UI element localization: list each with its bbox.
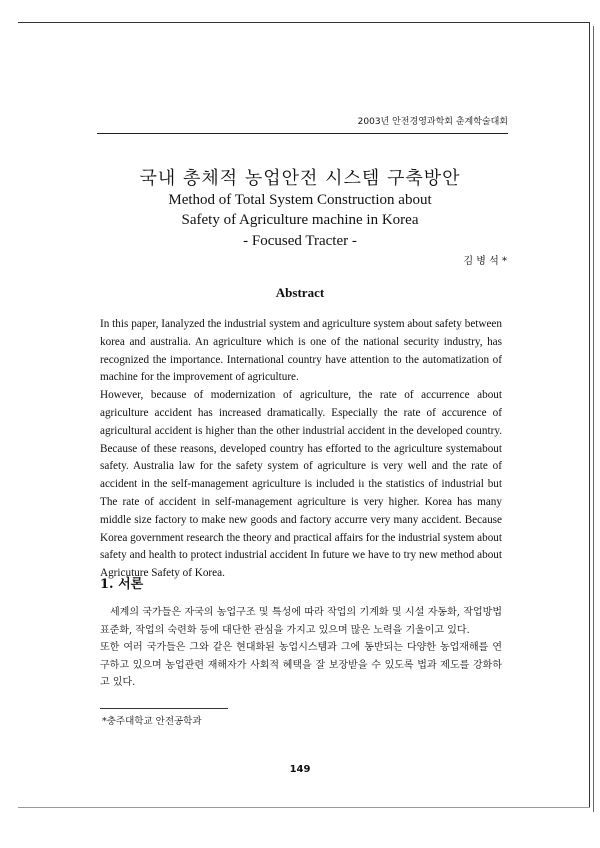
page-border-right-shadow [593,26,594,812]
author-name: 김 병 석 * [463,256,507,267]
section-heading-introduction: 1. 서론 [100,577,144,592]
title-english-line2: Safety of Agriculture machine in Korea [181,212,419,228]
title-english-subtitle: - Focused Tracter - [243,233,357,249]
abstract-heading: Abstract [275,285,325,300]
footnote-affiliation: *충주대학교 안전공학과 [102,716,202,727]
abstract-body [100,316,502,583]
page-border-top [18,22,590,23]
footnote-rule [100,708,228,709]
introduction-body [100,604,502,692]
page-border-bottom [18,807,590,808]
title-english-line1: Method of Total System Construction about [168,192,432,208]
introduction-paragraph-2: 또한 여러 국가들은 그와 같은 현대화된 농업시스템과 그에 동반되는 다양한 농업재해를 연구하고 있으며 농업관련 재해자가 사회적 혜택을 잘 보장받을 수 있도록 법과 제도를 강화하고 있다. [100,642,502,689]
title-korean: 국내 총체적 농업안전 시스템 구축방안 [139,168,461,189]
page-border-right [589,22,590,808]
conference-header: 2003년 안전경영과학회 춘계학술대회 [357,117,508,127]
introduction-paragraph-1: 세계의 국가들은 자국의 농업구조 및 특성에 따라 작업의 기계화 및 시설 자동화, 작업방법표준화, 작업의 숙련화 등에 대단한 관심을 가지고 있으며 많은 노력을 기울이고 있다. [100,607,502,636]
page-number: 149 [289,764,311,775]
header-rule [97,133,508,134]
abstract-paragraph-1: In this paper, Ianalyzed the industrial system and agriculture system about safety between korea and australia. An agriculture which is one of the national security industry, has recognized the importance. International country have attention to the automatization of machine for the improvement of agriculture. [100,318,502,384]
abstract-paragraph-2: However, because of modernization of agriculture, the rate of accurrence about agriculture accident has increased dramatically. Especially the rate of accurence of agricultural accident is higher than the other industrial accident in the developed country. Because of these reasons, developed country has efforted to the agriculture systemabout safety. Australia law for the safety system of agriculture is very well and the rate of accident in the self-management agriculture is included iı the statistics of industrial but The rate of accident in self-management agriculture is very higher. Korea has many middle size factory to make new goods and factory accurre very many accident. Because Korea government research the theory and practical affairs for the industrial system about safety and health to protect industrial accident In future we have to try new method about Agricuture Safety of Korea. [100,389,502,580]
